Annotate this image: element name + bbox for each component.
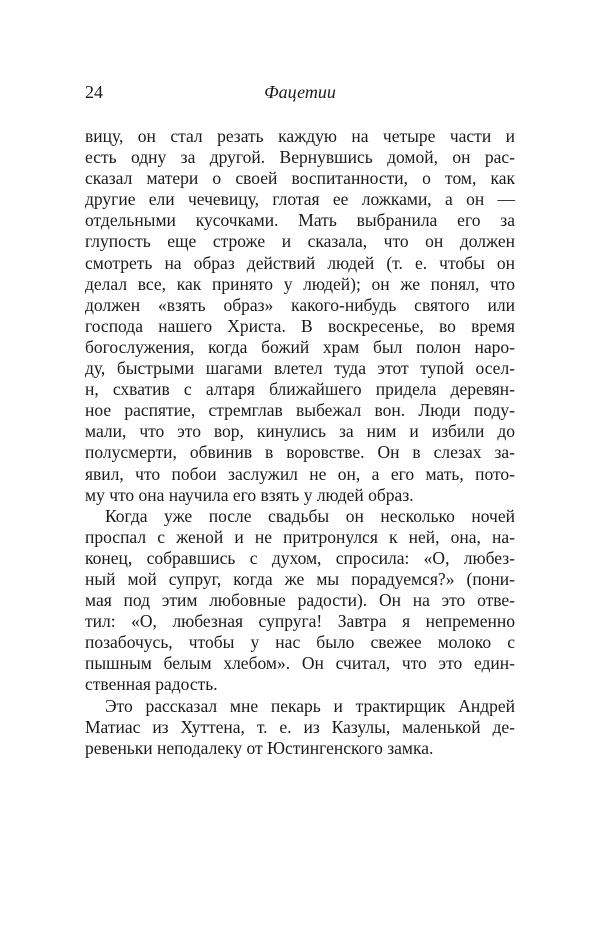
text-line: явил, что побои заслужил не он, а его мать, пото- — [85, 463, 515, 484]
text-line: мали, что это вор, кинулись за ним и избили до — [85, 421, 515, 442]
text-line: ревеньки неподалеку от Юстингенского замка. — [85, 737, 434, 758]
text-line: глупость еще строже и сказала, что он должен — [85, 231, 515, 252]
page-number: 24 — [85, 82, 103, 102]
text-line: пышным белым хлебом». Он считал, что это един- — [85, 653, 515, 674]
text-line: смотреть на образ действий людей (т. е. чтобы он — [85, 252, 515, 273]
text-line: сказал матери о своей воспитанности, о том, как — [85, 168, 515, 189]
text-line: Это рассказал мне пекарь и трактирщик Андрей — [105, 695, 515, 716]
text-line: проспал с женой и не притронулся к ней, она, на- — [85, 526, 515, 547]
text-line: Когда уже после свадьбы он несколько ночей — [105, 505, 515, 526]
text-line: тил: «О, любезная супруга! Завтра я непременно — [85, 611, 515, 632]
text-line: ное распятие, стремглав выбежал вон. Люди поду- — [85, 400, 515, 421]
text-line: мая под этим любовные радости). Он на это отве- — [85, 590, 515, 611]
text-line: есть одну за другой. Вернувшись домой, он рас- — [85, 147, 515, 168]
page-body-text — [85, 126, 515, 759]
text-line: отдельными кусочками. Мать выбранила его за — [85, 210, 515, 231]
text-line: должен «взять образ» какого-нибудь святого или — [85, 294, 515, 315]
text-line: господа нашего Христа. В воскресенье, во время — [85, 315, 515, 336]
text-line: ду, быстрыми шагами влетел туда этот тупой осел- — [85, 358, 515, 379]
text-line: му что она научила его взять у людей образ. — [85, 484, 414, 505]
running-title: Фацетии — [264, 82, 336, 102]
text-line: позабочусь, чтобы у нас было свежее молоко с — [85, 632, 515, 653]
text-line: вицу, он стал резать каждую на четыре части и — [85, 126, 515, 146]
text-line: ственная радость. — [85, 674, 218, 695]
text-line: конец, собравшись с духом, спросила: «О, любез- — [85, 547, 515, 568]
text-line: другие ели чечевицу, глотая ее ложками, а он — — [85, 189, 515, 210]
text-line: Матиас из Хуттена, т. е. из Казулы, маленькой де- — [85, 716, 515, 737]
text-line: богослужения, когда божий храм был полон наро- — [85, 336, 515, 357]
text-line: н, схватив с алтаря ближайшего придела деревян- — [85, 379, 515, 400]
text-line: полусмерти, обвинив в воровстве. Он в слезах за- — [85, 442, 515, 463]
text-line: делал все, как принято у людей); он же понял, что — [85, 273, 515, 294]
text-line: ный мой супруг, когда же мы порадуемся?» (пони- — [85, 568, 515, 589]
